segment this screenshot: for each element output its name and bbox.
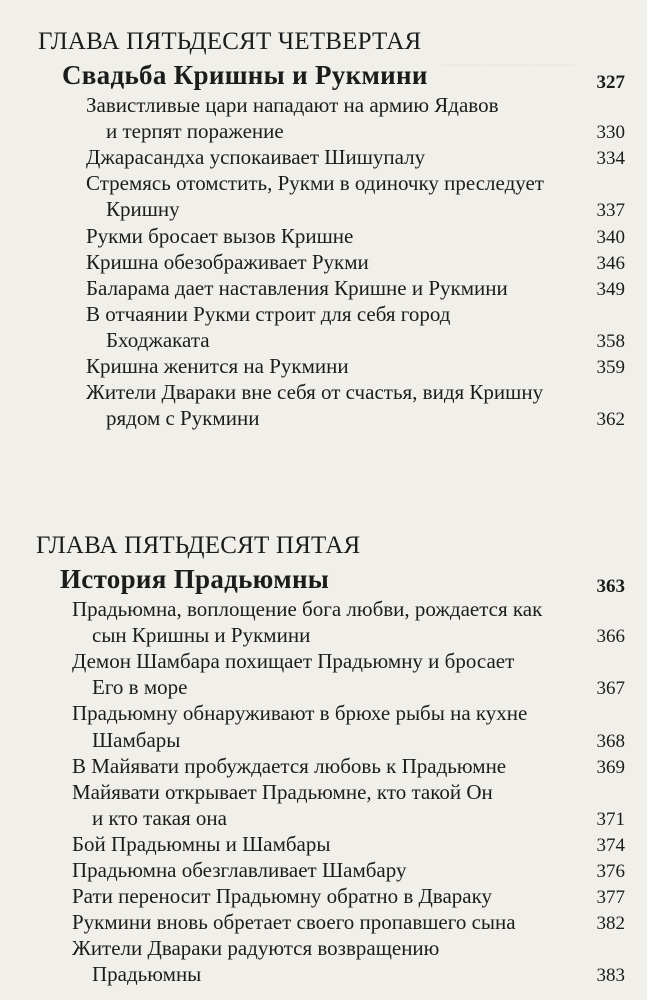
toc-entry-line: сын Кришны и Рукмини — [92, 623, 311, 648]
toc-entry-page-number: 366 — [596, 626, 625, 648]
toc-entry-line: Майявати открывает Прадьюмне, кто такой Он — [72, 779, 493, 804]
toc-entry-page-number: 367 — [596, 678, 625, 700]
toc-entry-line: Кришна женится на Рукмини — [86, 354, 349, 378]
toc-entry-page-number: 362 — [596, 409, 625, 431]
toc-entry-line: Жители Двараки радуются возвращению — [72, 936, 440, 961]
toc-entry-page-number: 358 — [596, 330, 625, 352]
toc-entry-page-number: 369 — [596, 756, 625, 778]
toc-entry-line: Стремясь отомстить, Рукми в одиночку преследует — [86, 171, 544, 196]
toc-entry-page-number: 346 — [596, 252, 625, 274]
toc-entry-line: В отчаянии Рукми строит для себя город — [86, 301, 451, 326]
toc-entry-page-number: 371 — [596, 808, 625, 830]
toc-entry-page-number: 368 — [596, 730, 625, 752]
toc-entry-line: рядом с Рукмини — [106, 406, 260, 431]
chapter-title: История Прадьюмны — [60, 564, 330, 594]
toc-entry-line: Жители Двараки вне себя от счастья, видя Кришну — [86, 380, 544, 405]
chapter-page-number: 327 — [596, 72, 625, 93]
toc-entry-page-number: 334 — [596, 148, 625, 170]
toc-entry-line: Прадьюмна, воплощение бога любви, рождается как — [72, 597, 543, 621]
toc-entry-line: Прадьюмна обезглавливает Шамбару — [72, 858, 407, 882]
chapter-heading: ГЛАВА ПЯТЬДЕСЯТ ЧЕТВЕРТАЯ — [38, 28, 422, 55]
toc-entry-line: Рати переносит Прадьюмну обратно в Двараку — [72, 884, 492, 909]
toc-entry-page-number: 377 — [596, 887, 625, 909]
toc-entry-page-number: 383 — [596, 965, 625, 987]
toc-entry-page-number: 382 — [596, 913, 625, 935]
chapter-title: Свадьба Кришны и Рукмини — [62, 60, 428, 90]
toc-entry-line: Рукми бросает вызов Кришне — [86, 223, 354, 248]
toc-entry-line: Бой Прадьюмны и Шамбары — [72, 831, 331, 856]
toc-entry-line: Джарасандха успокаивает Шишупалу — [86, 145, 426, 170]
toc-entry-line: и терпят поражение — [106, 119, 284, 144]
toc-entry-page-number: 330 — [596, 122, 625, 144]
toc-entry-line: В Майявати пробуждается любовь к Прадьюмне — [72, 753, 507, 778]
toc-entry-page-number: 359 — [596, 357, 625, 378]
toc-entry-page-number: 337 — [596, 200, 625, 222]
toc-entry-line: Рукмини вновь обретает своего пропавшего сына — [72, 910, 516, 935]
toc-entry-line: Кришну — [106, 197, 180, 222]
toc-entry-line: Прадьюмну обнаруживают в брюхе рыбы на кухне — [72, 701, 528, 726]
toc-entry-line: Шамбары — [92, 727, 181, 752]
toc-entry-line: Завистливые цари нападают на армию Ядавов — [86, 93, 499, 117]
chapter-page-number: 363 — [596, 576, 625, 597]
toc-entry-page-number: 374 — [596, 834, 625, 856]
toc-entry-line: Кришна обезображивает Рукми — [86, 249, 369, 274]
bleed-through-text: ⸻⸻⸻ — [440, 54, 575, 74]
toc-entry-page-number: 376 — [596, 861, 625, 882]
toc-entry-line: Баларама дает наставления Кришне и Рукмини — [86, 275, 508, 300]
chapter-heading: ГЛАВА ПЯТЬДЕСЯТ ПЯТАЯ — [36, 532, 361, 559]
toc-entry-line: Бходжаката — [106, 327, 210, 352]
toc-entry-page-number: 349 — [596, 278, 625, 300]
toc-entry-line: и кто такая она — [92, 805, 227, 830]
toc-entry-line: Его в море — [92, 675, 188, 700]
toc-entry-page-number: 340 — [596, 226, 625, 248]
toc-entry-line: Демон Шамбара похищает Прадьюмну и бросает — [72, 649, 515, 674]
toc-entry-line: Прадьюмны — [92, 962, 202, 987]
